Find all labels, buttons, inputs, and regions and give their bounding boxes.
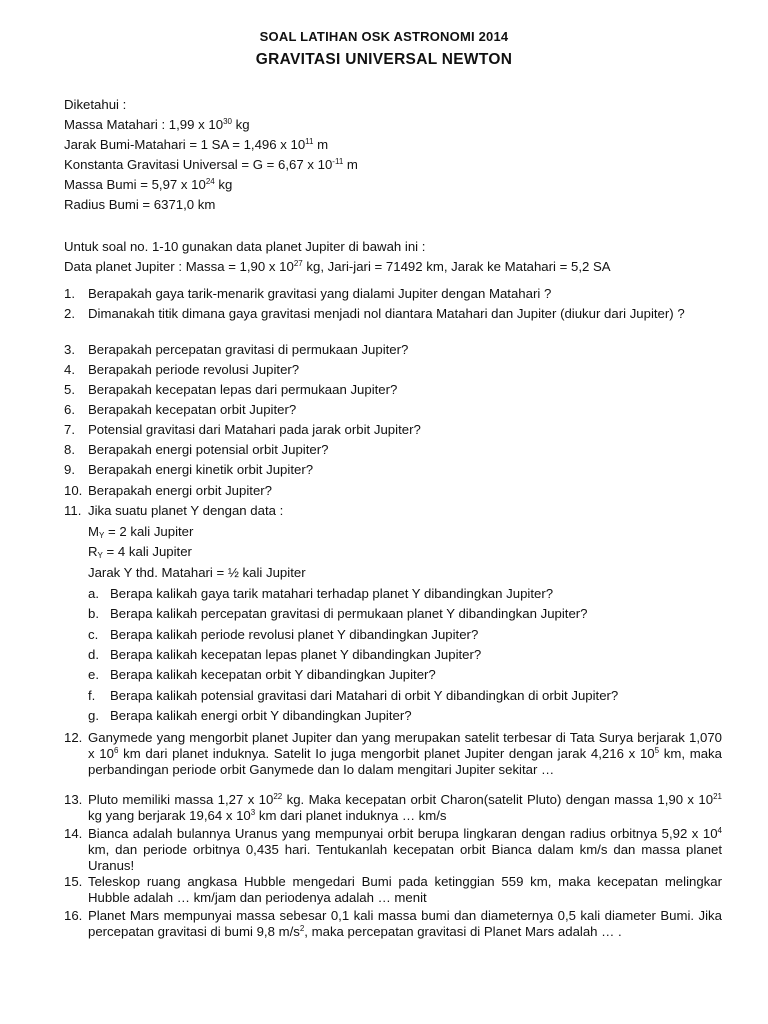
given-earth-sun-distance: Jarak Bumi-Matahari = 1 SA = 1,496 x $10^{11}$ m <box>64 137 329 152</box>
question-item: 13. Pluto memiliki massa 1,27 x $10^{22}$ kg. Maka kecepatan orbit Charon(satelit Pluto) dengan massa 1,90 x $10^{21}$ kg yang berjarak 19,64 x $10^3$ km dari planet induknya … km/s <box>64 792 722 823</box>
sub-question-item: b. Berapa kalikah percepatan gravitasi di permukaan planet Y dibandingkan Jupiter? <box>88 606 588 621</box>
sub-question-item: a. Berapa kalikah gaya tarik matahari terhadap planet Y dibandingkan Jupiter? <box>88 586 554 601</box>
jupiter-data: Data planet Jupiter : Massa = 1,90 x $10^{27}$ kg, Jari-jari = 71492 km, Jarak ke Matahari = 5,2 SA <box>64 259 611 274</box>
planet-y-mass: $M_Y = 2$ kali Jupiter <box>88 524 194 540</box>
question-item: 2. Dimanakah titik dimana gaya gravitasi menjadi nol diantara Matahari dan Jupiter (diukur dari Jupiter) ? <box>64 306 685 321</box>
question-item: 16. Planet Mars mempunyai massa sebesar 0,1 kali massa bumi dan diameternya 0,5 kali diameter Bumi. Jika percepatan gravitasi di bumi 9,8 $m/s^2$, maka percepatan gravitasi di Planet Mars adalah … . <box>64 908 722 939</box>
sub-question-item: d. Berapa kalikah kecepatan lepas planet Y dibandingkan Jupiter? <box>88 647 482 662</box>
given-earth-mass: Massa Bumi = 5,97 x $10^{24}$ kg <box>64 177 233 192</box>
question-item: 5. Berapakah kecepatan lepas dari permukaan Jupiter? <box>64 382 398 397</box>
jupiter-intro: Untuk soal no. 1-10 gunakan data planet Jupiter di bawah ini : <box>64 239 426 254</box>
question-item: 1. Berapakah gaya tarik-menarik gravitasi yang dialami Jupiter dengan Matahari ? <box>64 286 552 301</box>
planet-y-distance: Jarak Y thd. Matahari = ½ kali Jupiter <box>88 565 306 580</box>
document-title: GRAVITASI UNIVERSAL NEWTON <box>255 51 513 68</box>
given-sun-mass: Massa Matahari : 1,99 x $10^{30}$ kg <box>64 117 250 132</box>
question-item: 12. Ganymede yang mengorbit planet Jupiter dan yang merupakan satelit terbesar di Tata Surya berjarak 1,070 x $10^6$ km dari planet induknya. Satelit Io juga mengorbit planet Jupiter dengan jarak 4,216 x $10^5$ km, maka perbandingan periode orbit Ganymede dan Io dalam mengitari Jupiter sekitar … <box>64 730 722 777</box>
question-item: 10. Berapakah energi orbit Jupiter? <box>64 483 273 498</box>
question-item: 14. Bianca adalah bulannya Uranus yang mempunyai orbit berupa lingkaran dengan radius orbitnya 5,92 x $10^4$ km, dan periode orbitnya 0,435 hari. Tentukanlah kecepatan orbit Bianca dalam km/s dan massa planet Uranus! <box>64 826 722 873</box>
question-item: 9. Berapakah energi kinetik orbit Jupiter? <box>64 462 314 477</box>
question-item: 4. Berapakah periode revolusi Jupiter? <box>64 362 300 377</box>
planet-y-radius: $R_Y = 4$ kali Jupiter <box>88 544 192 560</box>
document-subtitle: SOAL LATIHAN OSK ASTRONOMI 2014 <box>259 29 509 44</box>
sub-question-item: c. Berapa kalikah periode revolusi planet Y dibandingkan Jupiter? <box>88 627 479 642</box>
given-heading: Diketahui : <box>64 97 127 112</box>
question-item: 11. Jika suatu planet Y dengan data : <box>64 503 284 518</box>
question-item: 8. Berapakah energi potensial orbit Jupiter? <box>64 442 329 457</box>
sub-question-item: e. Berapa kalikah kecepatan orbit Y dibandingkan Jupiter? <box>88 667 436 682</box>
question-item: 6. Berapakah kecepatan orbit Jupiter? <box>64 402 297 417</box>
sub-question-item: g. Berapa kalikah energi orbit Y dibandingkan Jupiter? <box>88 708 412 723</box>
given-earth-radius: Radius Bumi = 6371,0 km <box>64 197 216 212</box>
sub-question-item: f. Berapa kalikah potensial gravitasi dari Matahari di orbit Y dibandingkan di orbit Jupiter? <box>88 688 619 703</box>
question-item: 3. Berapakah percepatan gravitasi di permukaan Jupiter? <box>64 342 409 357</box>
question-item: 15. Teleskop ruang angkasa Hubble mengedari Bumi pada ketinggian 559 km, maka kecepatan melingkar Hubble adalah … km/jam dan periodenya adalah … menit <box>64 874 722 905</box>
given-gravitational-constant: Konstanta Gravitasi Universal = G = 6,67 x $10^{-11}$ m <box>64 157 358 172</box>
question-item: 7. Potensial gravitasi dari Matahari pada jarak orbit Jupiter? <box>64 422 421 437</box>
